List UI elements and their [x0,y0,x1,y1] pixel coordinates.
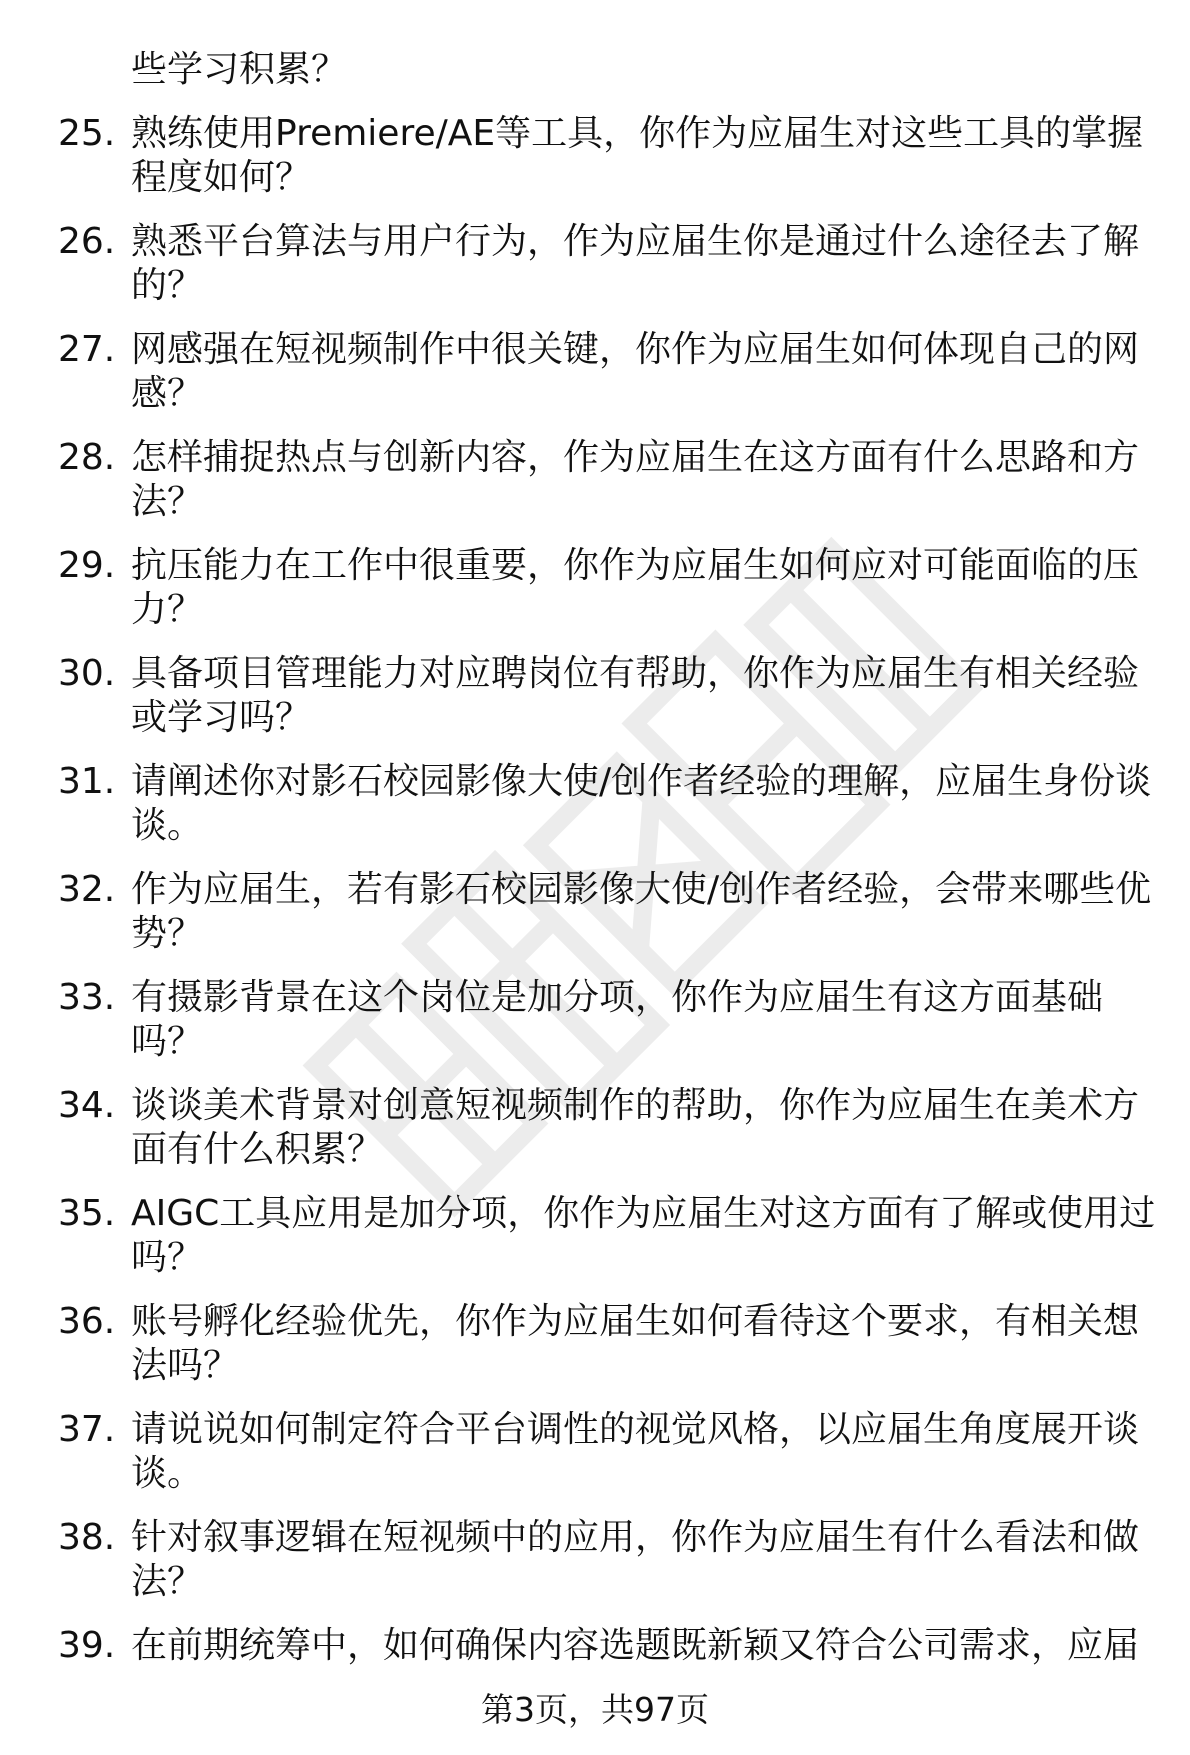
question-text-line: 的？ [131,265,204,306]
question-number: 25. [58,113,116,154]
question-number: 34. [58,1085,116,1126]
question-text [131,1624,1161,1668]
question-number: 31. [58,761,116,802]
question-text-line: AIGC工具应用是加分项，你作为应届生对这方面有了解或使用过 [131,1193,1156,1234]
continuation-text: 些学习积累？ [131,49,348,90]
question-text-line: 谈。 [131,1453,204,1494]
question-number: 29. [58,545,116,586]
question-number: 30. [58,653,116,694]
question-text-line: 谈。 [131,805,204,846]
question-text-line: 熟悉平台算法与用户行为，作为应届生你是通过什么途径去了解 [131,221,1140,262]
question-text [131,1408,1161,1496]
question-text-line: 法？ [131,481,204,522]
question-number: 36. [58,1301,116,1342]
question-text-line: 作为应届生，若有影石校园影像大使/创作者经验，会带来哪些优 [131,869,1152,910]
page-footer: 第3页，共97页 [481,1690,709,1729]
question-number: 26. [58,221,116,262]
question-item [0,1300,1190,1408]
question-text [131,1192,1161,1280]
question-item [0,544,1190,652]
question-item [0,1084,1190,1192]
question-text-line: 具备项目管理能力对应聘岗位有帮助，你作为应届生有相关经验 [131,653,1140,694]
question-text [131,976,1161,1064]
question-text [131,436,1161,524]
question-text [131,652,1161,740]
question-text-line: 针对叙事逻辑在短视频中的应用，你作为应届生有什么看法和做 [131,1517,1140,1558]
question-number: 32. [58,869,116,910]
question-text-line: 感？ [131,373,204,414]
question-text-line: 账号孵化经验优先，你作为应届生如何看待这个要求，有相关想 [131,1301,1140,1342]
question-number: 33. [58,977,116,1018]
question-text-line: 法吗？ [131,1345,240,1386]
question-text [131,1516,1161,1604]
question-list [0,112,1190,1732]
question-text-line: 请阐述你对影石校园影像大使/创作者经验的理解，应届生身份谈 [131,761,1152,802]
question-text [131,112,1161,200]
question-number: 39. [58,1625,116,1666]
question-item [0,976,1190,1084]
question-item [0,436,1190,544]
question-item [0,760,1190,868]
question-text-line: 请说说如何制定符合平台调性的视觉风格，以应届生角度展开谈 [131,1409,1140,1450]
question-text-line: 或学习吗？ [131,697,312,738]
question-number: 37. [58,1409,116,1450]
question-text-line: 程度如何？ [131,157,312,198]
question-text-line: 抗压能力在工作中很重要，你作为应届生如何应对可能面临的压 [131,545,1140,586]
question-number: 28. [58,437,116,478]
question-text [131,328,1161,416]
question-item [0,1192,1190,1300]
question-item [0,328,1190,436]
question-text [131,760,1161,848]
question-item [0,868,1190,976]
question-text-line: 力？ [131,589,204,630]
question-item [0,1516,1190,1624]
question-text [131,1300,1161,1388]
question-number: 35. [58,1193,116,1234]
question-text-line: 熟练使用Premiere/AE等工具，你作为应届生对这些工具的掌握 [131,113,1144,154]
question-text [131,868,1161,956]
question-text-line: 面有什么积累？ [131,1129,384,1170]
question-item [0,220,1190,328]
question-item [0,652,1190,760]
question-text-line: 有摄影背景在这个岗位是加分项，你作为应届生有这方面基础 [131,977,1104,1018]
question-text-line: 法？ [131,1561,204,1602]
question-text [131,1084,1161,1172]
question-text-line: 吗？ [131,1237,204,1278]
question-text-line: 怎样捕捉热点与创新内容，作为应届生在这方面有什么思路和方 [131,437,1140,478]
question-number: 27. [58,329,116,370]
question-number: 38. [58,1517,116,1558]
question-text [131,220,1161,308]
question-item [0,1408,1190,1516]
question-text-line: 势？ [131,913,204,954]
question-item [0,112,1190,220]
question-text-line: 网感强在短视频制作中很关键，你作为应届生如何体现自己的网 [131,329,1140,370]
question-text-line: 吗？ [131,1021,204,1062]
question-text [131,544,1161,632]
question-text-line: 在前期统筹中，如何确保内容选题既新颖又符合公司需求，应届 [131,1625,1140,1666]
question-text-line: 谈谈美术背景对创意短视频制作的帮助，你作为应届生在美术方 [131,1085,1140,1126]
